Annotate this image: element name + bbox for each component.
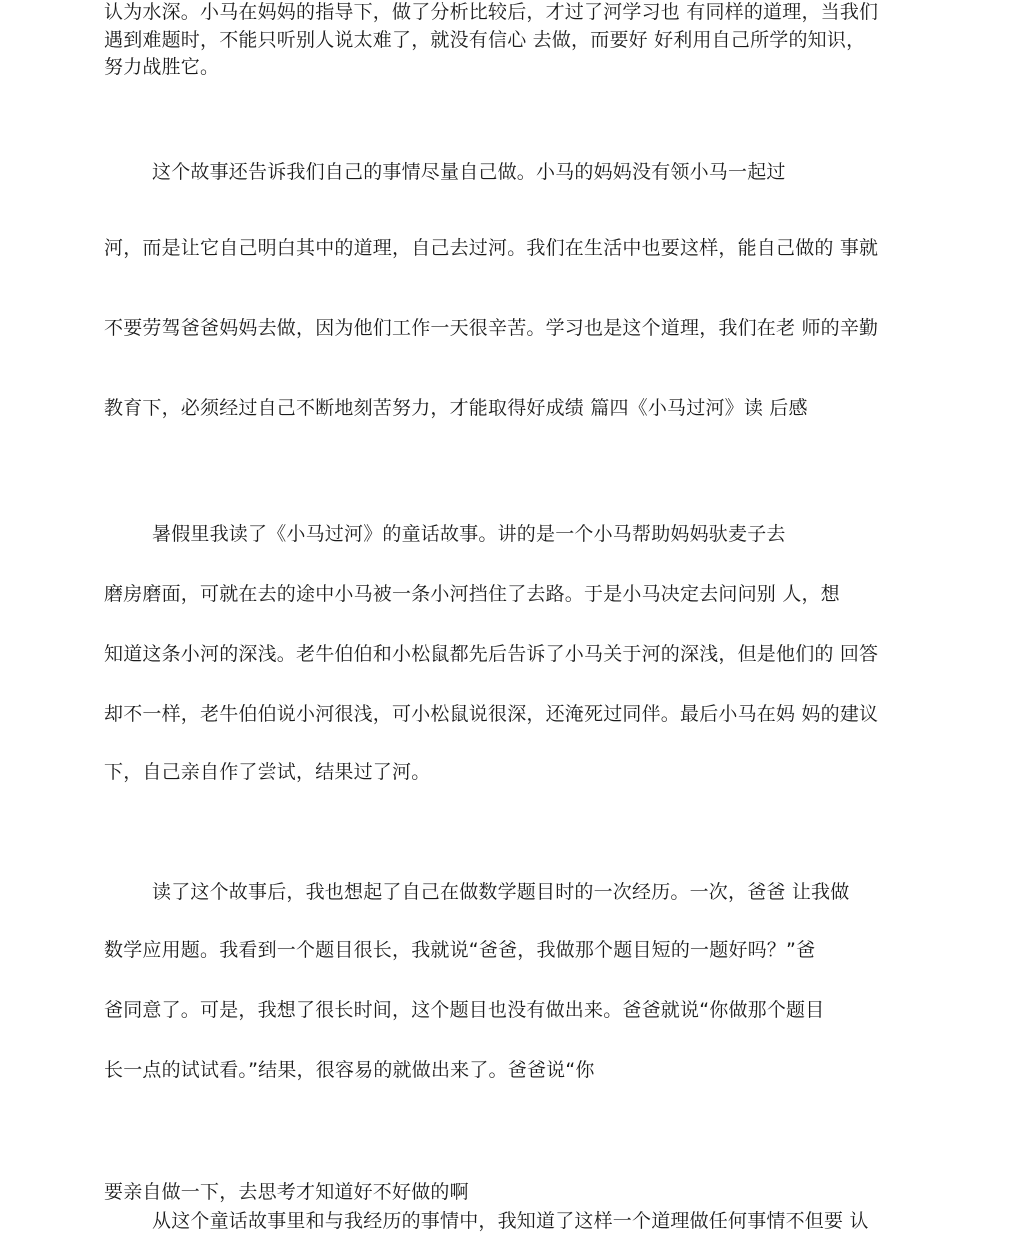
- paragraph-first-line: 从这个童话故事里和与我经历的事情中，我知道了这样一个道理做任何事情不但要 认: [152, 1210, 869, 1232]
- text-line: 数学应用题。我看到一个题目很长，我就说“爸爸，我做那个题目短的一题好吗？”爸: [104, 939, 816, 961]
- paragraph-first-line: 这个故事还告诉我们自己的事情尽量自己做。小马的妈妈没有领小马一起过: [152, 161, 786, 183]
- text-line: 长一点的试试看。”结果，很容易的就做出来了。爸爸说“你: [104, 1059, 595, 1081]
- text-line: 磨房磨面，可就在去的途中小马被一条小河挡住了去路。于是小马决定去问问别 人，想: [104, 583, 840, 605]
- text-line: 却不一样，老牛伯伯说小河很浅，可小松鼠说很深，还淹死过同伴。最后小马在妈 妈的建议: [104, 703, 879, 725]
- text-line: 遇到难题时，不能只听别人说太难了，就没有信心 去做，而要好 好利用自己所学的知识，: [104, 29, 866, 51]
- paragraph-first-line: 暑假里我读了《小马过河》的童话故事。讲的是一个小马帮助妈妈驮麦子去: [152, 523, 786, 545]
- text-line: 教育下，必须经过自己不断地刻苦努力，才能取得好成绩 篇四《小马过河》读 后感: [104, 397, 808, 419]
- text-line: 下，自己亲自作了尝试，结果过了河。: [104, 761, 431, 783]
- text-line: 认为水深。小马在妈妈的指导下，做了分析比较后，才过了河学习也 有同样的道理，当我们: [104, 1, 879, 23]
- text-line: 河，而是让它自己明白其中的道理，自己去过河。我们在生活中也要这样，能自己做的 事就: [104, 237, 879, 259]
- text-line: 爸同意了。可是，我想了很长时间，这个题目也没有做出来。爸爸就说“你做那个题目: [104, 999, 825, 1021]
- paragraph-first-line: 读了这个故事后，我也想起了自己在做数学题目时的一次经历。一次，爸爸 让我做: [152, 881, 850, 903]
- text-line: 不要劳驾爸爸妈妈去做，因为他们工作一天很辛苦。学习也是这个道理，我们在老 师的辛勤: [104, 317, 879, 339]
- text-line: 努力战胜它。: [104, 56, 220, 78]
- text-line: 知道这条小河的深浅。老牛伯伯和小松鼠都先后告诉了小马关于河的深浅，但是他们的 回答: [104, 643, 879, 665]
- text-line: 要亲自做一下，去思考才知道好不好做的啊: [104, 1181, 469, 1203]
